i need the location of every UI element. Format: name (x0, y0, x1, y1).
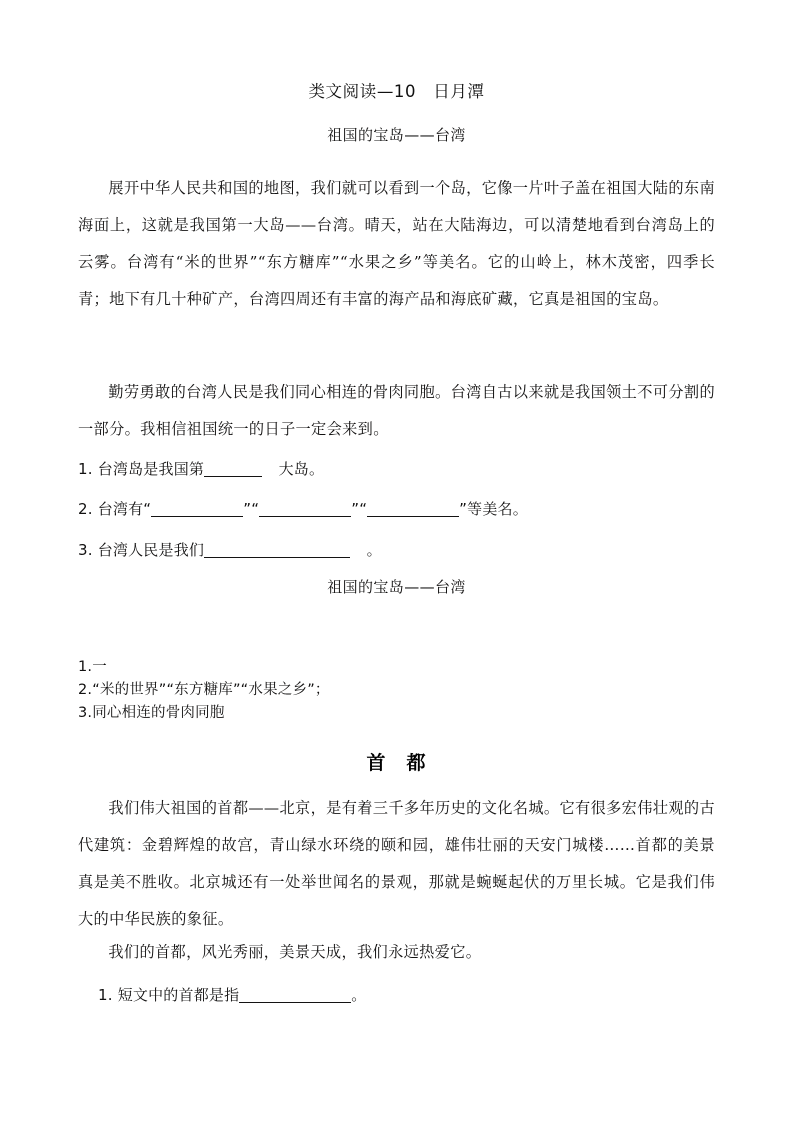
article-two-question-1-number: 1. (98, 986, 113, 1004)
article-two-paragraph-1: 我们伟大祖国的首都——北京，是有着三千多年历史的文化名城。它有很多宏伟壮观的古代建筑：金碧辉煌的故宫，青山绿水环绕的颐和园，雄伟壮丽的天安门城楼……首都的美景真是美不胜收。北京城还有一处举世闻名的景观，那就是蜿蜒起伏的万里长城。它是我们伟大的中华民族的象征。 (78, 799, 715, 928)
question-item-1 (78, 458, 715, 479)
question-2-number: 2. (78, 500, 93, 518)
article-two-paragraph-2: 我们的首都，风光秀丽，美景天成，我们永远热爱它。 (108, 943, 482, 961)
answer-item-2: 2.“米的世界”“东方糖库”“水果之乡”； (78, 682, 330, 698)
page-title: 类文阅读—10 日月潭 (308, 82, 485, 101)
article-two-title: 首 都 (366, 752, 427, 774)
article-one-paragraph-1: 展开中华人民共和国的地图，我们就可以看到一个岛，它像一片叶子盖在祖国大陆的东南海面上，这就是我国第一大岛——台湾。晴天，站在大陆海边，可以清楚地看到台湾岛上的云雾。台湾有“米的世界”“东方糖库”“水果之乡”等美名。它的山岭上，林木茂密，四季长青；地下有几十种矿产，台湾四周还有丰富的海产品和海底矿藏，它真是祖国的宝岛。 (78, 179, 715, 308)
article-one-paragraph-2: 勤劳勇敢的台湾人民是我们同心相连的骨肉同胞。台湾自古以来就是我国领土不可分割的一部分。我相信祖国统一的日子一定会来到。 (78, 383, 715, 438)
answer-blank-2-3[interactable] (367, 501, 459, 517)
question-2-text-mid-1: ”“ (243, 500, 260, 518)
question-2-text-after: ”等美名。 (459, 500, 528, 518)
answer-key-title: 祖国的宝岛——台湾 (327, 578, 466, 596)
question-3-text-before: 台湾人民是我们 (97, 541, 205, 559)
article-two-question-item-1 (98, 984, 735, 1005)
answer-blank-2-1[interactable] (151, 501, 243, 517)
article-two-answer-blank-1[interactable] (239, 987, 351, 1003)
question-item-3 (78, 539, 715, 560)
question-3-text-after: 。 (366, 541, 382, 559)
question-1-number: 1. (78, 460, 93, 478)
answer-item-1: 1.一 (78, 659, 107, 675)
answer-item-3: 3.同心相连的骨肉同胞 (78, 705, 225, 721)
answer-blank-3-1[interactable] (204, 542, 350, 558)
answer-blank-1-1[interactable] (204, 461, 262, 477)
article-two-question-1-text-after: 。 (351, 986, 367, 1004)
article-one-title: 祖国的宝岛——台湾 (327, 126, 466, 144)
question-2-text-before: 台湾有“ (97, 500, 152, 518)
answer-blank-2-2[interactable] (259, 501, 351, 517)
question-1-text-after: 大岛。 (278, 460, 325, 478)
question-1-text-before: 台湾岛是我国第 (97, 460, 205, 478)
article-two-question-1-text-before: 短文中的首都是指 (117, 986, 240, 1004)
question-item-2 (78, 498, 715, 519)
question-3-number: 3. (78, 541, 93, 559)
question-2-text-mid-2: ”“ (351, 500, 368, 518)
